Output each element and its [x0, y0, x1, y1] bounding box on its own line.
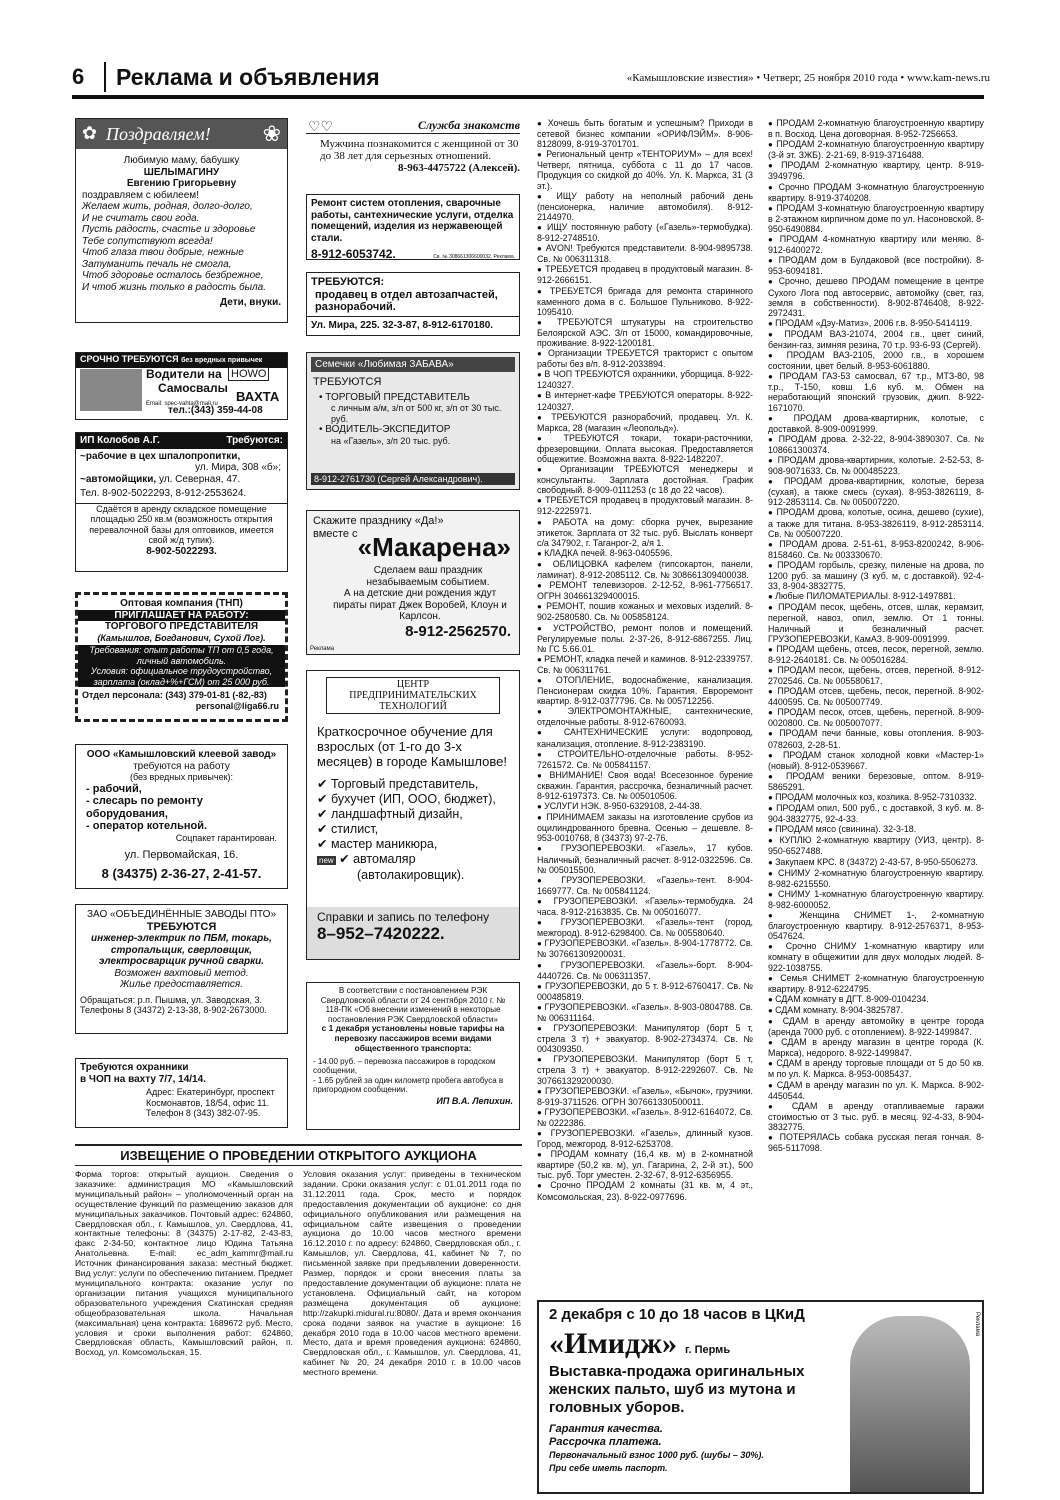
classified-ad: ● ПРОДАМ мясо (свинина). 32-3-18.	[768, 824, 984, 835]
classified-ad: ● ПРОДАМ станок холодной ковки «Мастер-1» (новый). 8-912-0539667.	[768, 750, 984, 771]
classified-ad: ● В ЧОП ТРЕБУЮТСЯ охранники, уборщица. 8-922-1240327.	[537, 369, 753, 390]
classified-ad: ● Срочно ПРОДАМ 2 комнаты (31 кв. м, 4 эт., Комсомольская, 23). 8-922-0977696.	[537, 1180, 753, 1201]
classified-ad: ● ПРОДАМ 2-комнатную квартиру, центр. 8-919-3949796.	[768, 160, 984, 181]
classified-ad: ● ПРОДАМ щебень, отсев, песок, перегной, землю. 8-912-2640181. Св. № 005016284.	[768, 644, 984, 665]
classified-ad: ● СДАМ в аренду магазин по ул. К. Маркса. 8-902-4450544.	[768, 1080, 984, 1101]
hearts-icon: ♡♡	[308, 118, 334, 134]
new-badge: new	[319, 856, 334, 865]
auction-left: Форма торгов: открытый аукцион. Сведения о заказчике: администрация МО «Камышловский муниципальный район» – уполномоченный орган на осуществление функций по размещению заказов для муниципальных заказчиков. Почтовый адрес: 624860, Свердловская обл., г. Камышлов, ул. Свердлова, 41, контактные телефоны: 8 (34375) 2-17-82, 2-43-83, факс 2-34-50, контактное лицо Юдина Татьяна Анатольевна. E-mail: ec_adm_kammr@mail.ru Источник финансирования заказа: местный бюджет. Вид услуг: услуги по обеспечению питанием. Предмет муниципального контракта: оказание услуг по организации питания учащихся муниципального образовательного учреждения Скатинская средняя общеобразовательная школа. Начальная (максимальная) цена контракта: 1689672 руб. Место, условия и сроки выполнения работ: 624860, Свердловская область, Камышловский район, п. Восход, ул. Комсомольская, 15.	[75, 1169, 293, 1358]
classified-ad: ● ПРИНИМАЕМ заказы на изготовление срубов из оцилиндрованного бревна. Осенью – дешевле. 8-953-0010768, 8 (34373) 97-2-76.	[537, 812, 753, 843]
tnp-mail: personal@liga66.ru	[195, 700, 279, 711]
klei-ad	[75, 744, 288, 889]
classified-ad: ● ПРОДАМ «Дэу-Матиз», 2006 г.в. 8-950-5414119.	[768, 318, 984, 329]
classified-ad: ● РЕМОНТ телевизоров. 2-12-52, 8-961-7756517. ОГРН 304661329400015.	[537, 580, 753, 601]
howo-phone: тел.:(343) 359-44-08	[168, 405, 263, 416]
classified-ad: ● ПРОДАМ дрова-квартирник, колотые, с доставкой. 8-909-0091999.	[768, 413, 984, 434]
classified-ad: ● ИЩУ постоянную работу («Газель»-термобудка). 8-912-2748510.	[537, 222, 753, 243]
classified-ad: ● Организации ТРЕБУЮТСЯ менеджеры и консультанты. Зарплата достойная. График свободный. 8-909-0111253 (с 18 до 22 часов).	[537, 464, 753, 495]
classified-ad: ● Семья СНИМЕТ 2-комнатную благоустроенную квартиру. 8-912-6224795.	[768, 973, 984, 994]
classified-ad: ● Закупаем КРС. 8 (34372) 2-43-57, 8-950-5506273.	[768, 857, 984, 868]
howo-email: Email: spec-vahta@mail.ru	[146, 401, 218, 407]
classified-ad: ● ПРОДАМ 3-комнатную благоустроенную квартиру в 2-этажном кирпичном доме по ул. Насоновской. 8-950-6490884.	[768, 203, 984, 234]
flower-icon: ✿	[82, 123, 98, 143]
classified-ad: ● ПРОДАМ ВАЗ-2105, 2000 г.в., в хорошем состоянии, цвет белый. 8-953-6061880.	[768, 350, 984, 371]
classified-ad: ● ПРОДАМ дрова. 2-32-22, 8-904-3890307. Св. № 108661300374.	[768, 434, 984, 455]
classified-ad: ● СДАМ в аренду магазин в центре города (К. Маркса), недорого. 8-922-1499847.	[768, 1037, 984, 1058]
classified-ad: ● СТРОИТЕЛЬНО-отделочные работы. 8-952-7261572. Св. № 005841157.	[537, 749, 753, 770]
classified-ad: ● ПРОДАМ дрова. 2-51-61, 8-953-8200242, 8-906-8158460. Св. № 003330670.	[768, 539, 984, 560]
makarena-t3: Сделаем ваш праздник незабываемым событием.	[366, 565, 490, 588]
flower-icon: ❀	[262, 121, 281, 146]
classified-ad: ● Региональный центр «ТЕНТОРИУМ» – для всех! Четверг, пятница, суббота с 11 до 17 часов. Продукция со скидкой до 40%. Ул. К. Маркса, 31 (3 эт.).	[537, 149, 753, 190]
greeting-signature: Дети, внуки.	[220, 297, 281, 308]
classified-ad: ● ТРЕБУЮТСЯ разнорабочий, продавец. Ул. К. Маркса, 28 (магазин «Леопольд»).	[537, 412, 753, 433]
classified-ad: ● Любые ПИЛОМАТЕРИАЛЫ. 8-912-1497881.	[768, 591, 984, 602]
masthead: «Камышловские известия» • Четверг, 25 ноября 2010 года • www.kam-news.ru	[626, 72, 990, 84]
classified-ad: ● ГРУЗОПЕРЕВОЗКИ. «Газель». 8-912-6164072. Св. № 0222386.	[537, 1107, 753, 1128]
classified-ad: ● САНТЕХНИЧЕСКИЕ услуги: водопровод, канализация, отопление. 8-912-2383190.	[537, 727, 753, 748]
semki-req: ТРЕБУЮТСЯ	[313, 376, 382, 388]
classified-ad: ● СНИМУ 1-комнатную благоустроенную квартиру. 8-982-6000052.	[768, 889, 984, 910]
classified-ad: ● ГРУЗОПЕРЕВОЗКИ. «Газель», «Бычок», грузчики. 8-919-3711526. ОГРН 307661330500011.	[537, 1086, 753, 1107]
kolobov-r2: ~автомойщики,	[80, 473, 157, 485]
repair-text: Ремонт систем отопления, сварочные работы, сантехнические услуги, отделка помещений, изделия из нержавеющей стали.	[311, 198, 514, 244]
classified-ad: ● ГРУЗОПЕРЕВОЗКИ. «Газель». 8-903-0804788. Св. № 006311164.	[537, 1002, 753, 1023]
classified-ad: ● ГРУЗОПЕРЕВОЗКИ. «Газель»-борт. 8-904-4440726. Св. № 006311357.	[537, 960, 753, 981]
classified-ad: ● ПРОДАМ 4-комнатную квартиру или меняю. 8-912-6400272.	[768, 234, 984, 255]
classified-ad: ● ГРУЗОПЕРЕВОЗКИ. «Газель»-термобудка. 24 часа. 8-912-2163835. Св. № 005016077.	[537, 896, 753, 917]
rek-text: В соответствии с постановлением РЭК Свердловской области от 24 сентября 2010 г. № 118-ПК «Об внесении изменений в некоторые постановления РЭК Свердловской области»	[320, 986, 506, 1024]
repair-phone: 8-912-6053742.	[311, 247, 396, 261]
greeting-banner	[76, 119, 287, 149]
makarena-ad	[306, 510, 520, 655]
classified-ad: ● ИЩУ работу на неполный рабочий день (пенсионерка, наличие автомобиля). 8-912-2144970.	[537, 191, 753, 222]
seller-addr: Ул. Мира, 225. 32-3-87, 8-912-6170180.	[307, 316, 519, 332]
classified-ad: ● ГРУЗОПЕРЕВОЗКИ. «Газель»-тент. 8-904-1669777. Св. № 005841124.	[537, 875, 753, 896]
classified-ad: ● Срочно, дешево ПРОДАМ помещение в центре Сухого Лога под автосервис, автомойку (свет, газ, земля в собственности). 8-902-8746408, 8-922-2972431.	[768, 276, 984, 317]
greeting-name2: Евгению Григорьевну	[126, 178, 237, 189]
howo-ad	[75, 352, 288, 420]
classified-ad: ● КУПЛЮ 2-комнатную квартиру (УИЗ, центр). 8-950-6527488.	[768, 835, 984, 856]
pto-t5: Жилье предоставляется.	[119, 979, 243, 990]
classified-ad: ● УСТРОЙСТВО, ремонт полов и помещений. Регулируемые полы. 2-37-26, 8-912-6867255. Лиц. № ГС 5.66.01.	[537, 623, 753, 654]
auction-title: ИЗВЕЩЕНИЕ О ПРОВЕДЕНИИ ОТКРЫТОГО АУКЦИОНА	[75, 1144, 522, 1166]
greeting-poem: Желаем жить, родная, долго-долго, И не считать свои года. Пусть радость, счастье и здоровье Тебе сопутствуют всегда! Чтоб глаза твои добрые, нежные Затуманить печаль не смогла, Чтоб здоровье осталось безбрежное, И чтоб жизнь только в радость была.	[82, 201, 266, 293]
kolobov-rent: Сдаётся в аренду складское помещение площадью 250 кв.м (возможность открытия перевалочной базы для оптовиков, имеется свой ж/д тупик).	[76, 503, 287, 546]
classified-ad: ● РАБОТА на дому: сборка ручек, вырезание этикеток. Зарплата от 32 тыс. руб. Выслать конверт с/а 347902, г. Таганрог-2, а/я 1.	[537, 517, 753, 548]
imidzh-date: 2 декабря с 10 до 18 часов в ЦКиД	[549, 1306, 805, 1323]
classified-ad: ● ПРОДАМ горбыль, срезку, пиленые на дрова, по 1200 руб. за машину (3 куб. м, с доставкой). 92-4-33, 8-904-3832775.	[768, 560, 984, 591]
classified-ad: ● УСЛУГИ НЭК. 8-950-6329108, 2-44-38.	[537, 801, 753, 812]
classified-ad: ● РЕМОНТ, пошив кожаных и меховых изделий. 8-902-2580580. Св. № 005858124.	[537, 601, 753, 622]
semki-title: Семечки «Любимая ЗАБАВА»	[311, 357, 515, 372]
dating-title: Служба знакомств	[306, 118, 520, 134]
greeting-title: Поздравляем!	[106, 124, 211, 144]
classified-ad: ● ТРЕБУЕТСЯ продавец в продуктовый магазин. 8-912-2225971.	[537, 495, 753, 516]
classified-ad: ● ГРУЗОПЕРЕВОЗКИ. Манипулятор (борт 5 т, стрела 3 т) + эвакуатор. 8-912-2292607. Св. № 307661329200030.	[537, 1054, 753, 1085]
classified-ad: ● ПРОДАМ песок, щебень, отсев, перегной. 8-912-2702546. Св. № 005580617.	[768, 665, 984, 686]
pto-ad	[75, 904, 288, 1034]
header-divider	[104, 62, 106, 92]
makarena-brand: «Макарена»	[357, 532, 511, 562]
classified-ad: ● ПОТЕРЯЛАСЬ собака русская пегая гончая. 8-965-5117098.	[768, 1132, 984, 1153]
classified-ad: ● СДАМ в аренду торговые площади от 5 до 50 кв. м по ул. К. Маркса. 8-953-0085437.	[768, 1058, 984, 1079]
klei-items: - рабочий, - слесарь по ремонту оборудования, - оператор котельной.	[86, 782, 208, 832]
classified-ad: ● СДАМ комнату. 8-904-3825787.	[768, 1005, 984, 1016]
semki-d2: на «Газель», з/п 20 тыс. руб.	[331, 435, 451, 446]
klei-t3: (без вредных привычек):	[129, 772, 234, 782]
classified-ad: ● СДАМ в аренду отапливаемые гаражи стоимостью от 3 тыс. руб. в месяц. 92-4-33, 8-904-3832775.	[768, 1101, 984, 1132]
rek-notice	[306, 982, 520, 1130]
classified-ad: ● ПРОДАМ печи банные, ковы отопления. 8-903-0782603, 2-28-51.	[768, 728, 984, 749]
tnp-req: Требования: опыт работы ТП от 0,5 года, личный автомобиль.	[78, 645, 285, 666]
classified-ad: ● ГРУЗОПЕРЕВОЗКИ, до 5 т. 8-912-6760417. Св. № 000485819.	[537, 981, 753, 1002]
howo-line1: Водители на	[146, 367, 222, 381]
howo-brand: HOWO	[228, 367, 269, 381]
imidzh-brand: «Имидж»	[549, 1327, 677, 1360]
truck-image	[80, 369, 142, 411]
semki-phone: 8-912-2761730 (Сергей Александрович).	[311, 473, 515, 485]
tnp-t2: ПРИГЛАШАЕТ НА РАБОТУ:	[78, 610, 285, 622]
howo-top: СРОЧНО ТРЕБУЮТСЯ без вредных привычек	[76, 353, 287, 368]
klei-t1: ООО «Камышловский клеевой завод»	[86, 749, 277, 760]
classified-ad: ● ПРОДАМ опил, 500 руб., с доставкой, 3 куб. м. 8-904-3832775, 92-4-33.	[768, 803, 984, 824]
woman-in-coat-image	[850, 1316, 970, 1492]
cpt-contact: Справки и запись по телефону 8–952–7420222.	[307, 907, 519, 959]
classified-ad: ● ГРУЗОПЕРЕВОЗКИ. «Газель», 17 кубов. Наличный, безналичный расчет. 8-912-0322596. Св. № 005015500.	[537, 843, 753, 874]
greeting-to: Любимую маму, бабушку	[123, 155, 240, 166]
classified-ad: ● ПРОДАМ дрова, колотые, осина, дешево (сухие), а также для титана. 8-953-3826119, 8-912-2853114. Св. № 005007220.	[768, 507, 984, 538]
kolobov-a1: ул. Мира, 308 «б»;	[195, 462, 281, 473]
section-title: Реклама и объявления	[116, 64, 380, 90]
rek-p2: - 1.65 рублей за один километр пробега автобуса в пригородном сообщении.	[313, 1075, 504, 1094]
classified-ad: ● ПРОДАМ 2-комнатную благоустроенную квартиру в п. Восход. Цена договорная. 8-952-7256653.	[768, 118, 984, 139]
klei-phone: 8 (34375) 2-36-27, 2-41-57.	[101, 865, 262, 881]
repair-code: Св. № 308661306600032. Реклама.	[433, 254, 515, 260]
classified-ad: ● Женщина СНИМЕТ 1-, 2-комнатную благоустроенную квартиру. 8-912-2576371, 8-953-0547624.	[768, 910, 984, 941]
classified-ad: ● В интернет-кафе ТРЕБУЮТСЯ операторы. 8-922-1240327.	[537, 390, 753, 411]
tnp-dept: Отдел персонала: (343) 379-01-81 (-82,-83)	[82, 690, 267, 700]
pto-tel: Телефоны 8 (34372) 2-13-38, 8-902-2673000.	[80, 1005, 267, 1015]
repair-ad	[306, 194, 520, 260]
classified-ad: ● ЭЛЕКТРОМОНТАЖНЫЕ, сантехнические, отделочные работы. 8-912-6760093.	[537, 706, 753, 727]
klei-addr: ул. Первомайская, 16.	[124, 849, 239, 861]
classified-ad: ● ОТОПЛЕНИЕ, водоснабжение, канализация. Пенсионерам скидка 10%. Гарантия. Евроремонт квартир. 8-912-0377796. Св. № 005712256.	[537, 675, 753, 706]
imidzh-ad-label: Реклама	[974, 1312, 980, 1337]
kolobov-ad	[75, 432, 288, 572]
semki-d1: с личным а/м, з/п от 500 кг, з/п от 30 тыс. руб.	[331, 403, 502, 424]
rek-bold: с 1 декабря установлены новые тарифы на перевозку пассажиров всеми видами общественного транспорта:	[321, 1023, 505, 1053]
classified-ad: ● СДАМ в аренду автомойку в центре города (аренда 7000 руб. с отоплением). 8-922-1499847.	[768, 1016, 984, 1037]
semki-i2: • ВОДИТЕЛЬ-ЭКСПЕДИТОР	[319, 424, 451, 435]
cpt-ad	[306, 670, 520, 960]
greeting-name: ШЕЛЫМАГИНУ	[143, 166, 220, 178]
classified-ad: ● ПРОДАМ ГАЗ-53 самосвал, 67 т.р., МТЗ-80, 98 т.р., Т-150, ковш 1,6 куб. м. Обмен на неработающий японский грузовик, джип. 8-922-1671070.	[768, 371, 984, 412]
rek-sign: ИП В.А. Лепихин.	[436, 1096, 513, 1107]
pto-t3: инженер-электрик по ПБМ, токарь, стропальщик, сверловщик, электросварщик ручной сварки.	[91, 933, 272, 967]
classified-ad: ● ГРУЗОПЕРЕВОЗКИ. «Газель», длинный кузов. Город, межгород. 8-912-6253708.	[537, 1128, 753, 1149]
kolobov-r1: ~рабочие в цех шпалопропитки,	[80, 450, 241, 462]
seller-items: продавец в отдел автозапчастей, разнорабочий.	[315, 288, 498, 313]
guard-t1: Требуются охранники	[80, 1062, 189, 1073]
classified-ad: ● Срочно ПРОДАМ 3-комнатную благоустроенную квартиру. 8-919-3740208.	[768, 182, 984, 203]
greeting-intro: поздравляем с юбилеем!	[82, 189, 199, 201]
howo-line2: Самосвалы	[158, 381, 228, 395]
imidzh-city: г. Пермь	[684, 1344, 731, 1356]
dating-text: Мужчина познакомится с женщиной от 30 до 38 лет для серьезных отношений.	[320, 138, 519, 162]
guard-ad	[75, 1058, 288, 1128]
pto-addr: Обращаться: р.п. Пышма, ул. Заводская, 3.	[80, 994, 263, 1005]
classified-ad: ● ГРУЗОПЕРЕВОЗКИ. «Газель»-тент (город, межгород). 8-912-6298400. Св. № 005580640.	[537, 917, 753, 938]
classified-ad: ● СНИМУ 2-комнатную благоустроенную квартиру. 8-982-6215550.	[768, 868, 984, 889]
klei-t2: требуются на работу	[133, 760, 230, 772]
classified-ad: ● Организации ТРЕБУЕТСЯ тракторист с опытом работы без в/п. 8-912-2033894.	[537, 348, 753, 369]
guard-addr: Адрес: Екатеринбург, проспект Космонавтов, 18/54, офис 11. Телефон 8 (343) 382-07-95.	[146, 1087, 275, 1118]
semki-i1: • ТОРГОВЫЙ ПРЕДСТАВИТЕЛЬ	[319, 391, 470, 403]
howo-vahta: ВАХТА	[236, 389, 280, 404]
classified-ad: ● ПРОДАМ ВАЗ-21074, 2004 г.в., цвет синий, бензин-газ, зимняя резина, 70 т.р. 93-6-93 (Сергей).	[768, 329, 984, 350]
makarena-ad-label: Реклама	[310, 646, 335, 652]
kolobov-tel2: 8-902-5022293.	[146, 545, 217, 557]
imidzh-t1: Выставка-продажа оригинальных женских пальто, шуб из мутона и головных уборов.	[549, 1363, 805, 1416]
imidzh-ad	[537, 1300, 984, 1494]
makarena-t4: А на детские дни рождения ждут пираты пират Джек Воробей, Клоун и Карлсон.	[333, 588, 507, 622]
classified-ad: ● ГРУЗОПЕРЕВОЗКИ. «Газель». 8-904-1778772. Св. № 307661309200031.	[537, 938, 753, 959]
auction-right: Условия оказания услуг: приведены в техническом задании. Сроки оказания услуг: с 01.01.2011 года по 31.12.2011 года. Срок, место и порядок предоставления документации об аукционе: со дня официального опубликования или размещения на официальном сайте извещения о проведении аукциона до 10.00 часов местного времени 16.12.2010 г. по адресу: 624860, Свердловская обл., г. Камышлов, ул. Свердлова, 41, кабинет № 7, по письменной заявке при предъявлении доверенности. Размер, порядок и сроки внесения платы за предоставление документации об аукционе: плата не установлена. Официальный сайт, на котором размещена документация об аукционе: http://zakupki.midural.ru:8080/. Дата и время окончания срока подачи заявок на участие в аукционе: 16 декабря 2010 года в 10.00 часов местного времени. Место, дата и время проведения аукциона: 624860, Свердловская обл., г. Камышлов, ул. Свердлова, 41, кабинет № 20, 24 декабря 2010 г. в 10.00 часов местного времени.	[303, 1169, 521, 1378]
classifieds-column-4	[768, 118, 984, 1286]
cpt-phone: 8–952–7420222.	[317, 924, 445, 943]
page-number: 6	[72, 64, 85, 89]
classified-ad: ● ПРОДАМ дом в Булдаковой (все постройки). 8-953-6094181.	[768, 255, 984, 276]
classified-ad: ● ПРОДАМ дрова-квартирник, колотые, береза (сухая), а также смесь (сухая). 8-953-3826119, 8-912-2853114. Св. № 005007220.	[768, 476, 984, 507]
classified-ad: ● КЛАДКА печей. 8-963-0405596.	[537, 548, 753, 559]
tnp-t4: (Камышлов, Богданович, Сухой Лог).	[97, 632, 266, 643]
classified-ad: ● ПРОДАМ комнату (16,4 кв. м) в 2-комнатной квартире (50,2 кв. м), ул. Гагарина, 2, 2-й эт.), 500 тыс. руб. Торг уместен. 2-32-67, 8-912-6356955.	[537, 1149, 753, 1180]
classified-ad: ● РЕМОНТ, кладка печей и каминов. 8-912-2339757. Св. № 006311761.	[537, 654, 753, 675]
classified-ad: ● ПРОДАМ 2-комнатную благоустроенную квартиру (3-й эт. ЗЖБ). 2-21-69, 8-919-3716488.	[768, 139, 984, 160]
dating-phone: 8-963-4475722 (Алексей).	[398, 162, 520, 174]
classified-ad: ● ПРОДАМ песок, отсев, щебень, перегной. 8-909-0020800. Св. № 005007077.	[768, 707, 984, 728]
pto-t1: ЗАО «ОБЪЕДИНЁННЫЕ ЗАВОДЫ ПТО»	[87, 909, 276, 920]
pto-t2: ТРЕБУЮТСЯ	[146, 920, 217, 933]
greeting-ad	[75, 118, 288, 323]
seller-title: ТРЕБУЮТСЯ:	[311, 276, 385, 288]
klei-soc: Соцпакет гарантирован.	[175, 832, 277, 843]
cpt-list: ✔ Торговый представитель, ✔ бухучет (ИП, ООО, бюджет), ✔ ландшафтный дизайн, ✔ стилист, ✔ мастер маникюра, new ✔ автомаляр (автолакировщик).	[317, 777, 496, 882]
tnp-t1: Оптовая компания (ТНП)	[120, 598, 243, 609]
tnp-t3: ТОРГОВОГО ПРЕДСТАВИТЕЛЯ	[104, 621, 259, 632]
imidzh-guarantees: Гарантия качества. Рассрочка платежа. Первоначальный взнос 1000 руб. (шубы – 30%). При себе иметь паспорт.	[549, 1423, 764, 1473]
classified-ad: ● ГРУЗОПЕРЕВОЗКИ. Манипулятор (борт 5 т, стрела 3 т) + эвакуатор. 8-902-2734374. Св. № 004309350.	[537, 1023, 753, 1054]
classified-ad: ● ОБЛИЦОВКА кафелем (гипсокартон, панели, ламинат). 8-912-2085112. Св. № 308661309400038.	[537, 559, 753, 580]
makarena-t2: вместе с	[313, 527, 358, 540]
semki-ad	[306, 352, 520, 490]
classified-ad: ● AVON! Требуются представители. 8-904-9895738. Св. № 006311318.	[537, 243, 753, 264]
classified-ad: ● ВНИМАНИЕ! Своя вода! Всесезонное бурение скважин. Гарантия, рассрочка, безналичный расчет. 8-912-6197373. Св. № 005010506.	[537, 770, 753, 801]
classified-ad: ● ПРОДАМ молочных коз, козлика. 8-952-7310332.	[768, 792, 984, 803]
classified-ad: ● ПРОДАМ дрова-квартирник, колотые. 2-52-53, 8-908-9071633. Св. № 000485223.	[768, 455, 984, 476]
tnp-ad	[75, 592, 288, 722]
cpt-course: Краткосрочное обучение для взрослых (от 1-го до 3-х месяцев) в городе Камышлове!	[317, 724, 507, 769]
seller-ad	[306, 272, 520, 336]
classified-ad: ● ТРЕБУЮТСЯ токари, токари-расточники, фрезеровщики. Оплата высокая. Предоставляется общежитие. Возможна вахта. 8-922-1482207.	[537, 433, 753, 464]
classified-ad: ● Хочешь быть богатым и успешным? Приходи в сетевой бизнес компании «ОРИФЛЭЙМ». 8-906-8128099, 8-919-3701701.	[537, 118, 753, 149]
classified-ad: ● СДАМ комнату в ДГТ. 8-909-0104234.	[768, 994, 984, 1005]
classifieds-column-3	[537, 118, 753, 1286]
classified-ad: ● ТРЕБУЕТСЯ продавец в продуктовый магазин. 8-912-2666151.	[537, 264, 753, 285]
kolobov-a2: ул. Северная, 47.	[158, 473, 241, 485]
cpt-logo: ЦЕНТР ПРЕДПРИНИМАТЕЛЬСКИХ ТЕХНОЛОГИЙ	[326, 677, 500, 714]
auction-notice	[75, 1144, 522, 1378]
classified-ad: ● Срочно СНИМУ 1-комнатную квартиру или комнату в общежитии для двух молодых людей. 8-922-1038755.	[768, 941, 984, 972]
classified-ad: ● ПРОДАМ отсев, щебень, песок, перегной. 8-902-4400595. Св. № 005007749.	[768, 686, 984, 707]
tnp-cond: Условия: официальное трудоустройство, зарплата (оклад+%+ГСМ) от 25 000 руб.	[78, 666, 285, 687]
makarena-phone: 8-912-2562570.	[405, 622, 511, 640]
header-rule	[72, 95, 984, 99]
guard-t2: в ЧОП на вахту 7/7, 14/14.	[80, 1073, 206, 1085]
rek-p1: - 14.00 руб. – перевозка пассажиров в городском сообщении,	[313, 1056, 496, 1076]
dating-ad	[306, 118, 520, 188]
classified-ad: ● ПРОДАМ песок, щебень, отсев, шлак, керамзит, перегной, навоз, опил, землю. От 1 тонны. Наличный и безналичный расчет. ГРУЗОПЕРЕВОЗКИ, КамАЗ. 8-909-0091999.	[768, 602, 984, 643]
kolobov-name: ИП Колобов А.Г.	[80, 435, 160, 446]
makarena-t1: Скажите празднику «Да!»	[313, 515, 444, 527]
classified-ad: ● ТРЕБУЕТСЯ бригада для ремонта старинного каменного дома в с. Большое Пульниково. 8-922-1095410.	[537, 286, 753, 317]
classified-ad: ● ТРЕБУЮТСЯ штукатуры на строительство Белоярской АЭС. З/п от 15000, командировочные, проживание. 8-922-1200181.	[537, 317, 753, 348]
kolobov-req: Требуются:	[226, 435, 283, 446]
kolobov-tel: Тел. 8-902-5022293, 8-912-2553624.	[80, 488, 247, 499]
classified-ad: ● ПРОДАМ веники березовые, оптом. 8-919-5865291.	[768, 771, 984, 792]
pto-t4: Возможен вахтовый метод.	[114, 967, 249, 979]
